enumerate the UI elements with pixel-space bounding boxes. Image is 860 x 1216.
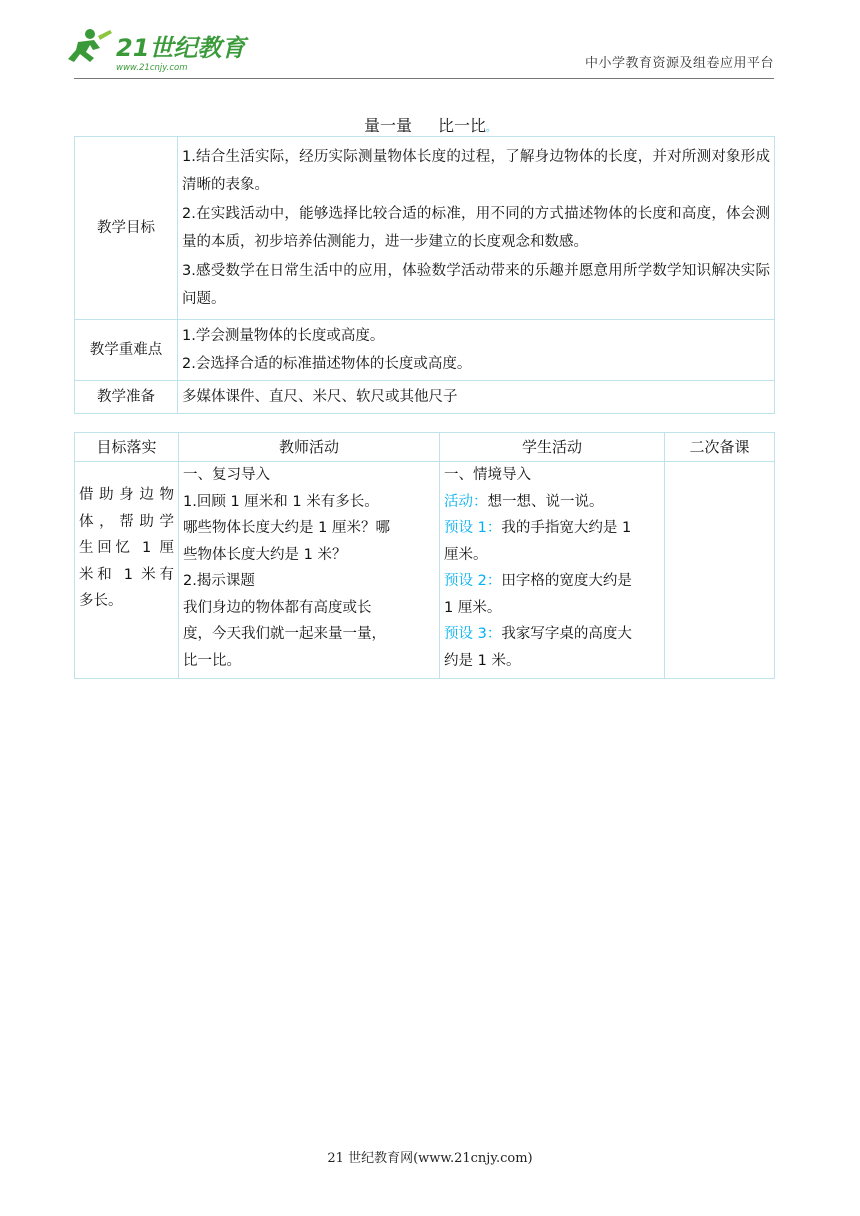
teacher-line: 哪些物体长度大约是 1 厘米？哪	[183, 520, 390, 536]
activity-row	[75, 462, 775, 679]
runner-icon	[68, 29, 112, 62]
goals-cell	[178, 137, 775, 320]
teacher-line: 度，今天我们就一起来量一量，	[183, 626, 386, 642]
goal-line: 生回忆 1 厘	[79, 540, 174, 556]
goals-label: 教学目标	[75, 137, 178, 320]
goal-cell	[75, 462, 179, 679]
goal-line: 米和 1 米有	[79, 566, 174, 583]
lesson-title	[0, 113, 860, 136]
preset-text: 我的手指宽大约是 1	[501, 520, 632, 536]
activity-header-row	[75, 433, 775, 462]
teacher-line: 比一比。	[183, 652, 241, 669]
student-activity-cell	[440, 462, 665, 679]
preset-label: 预设 1：	[444, 520, 502, 536]
title-part1: 量一量	[363, 116, 412, 135]
col-header-student: 学生活动	[440, 433, 665, 462]
activity-label: 活动：	[444, 493, 488, 510]
teacher-line: 2.揭示课题	[183, 573, 255, 589]
key-points-cell	[178, 320, 775, 381]
title-part2: 比一比	[438, 116, 487, 135]
header-divider	[74, 78, 774, 79]
goal-item: 3.感受数学在日常生活中的应用，体验数学活动带来的乐趣并愿意用所学数学知识解决实际问题。	[182, 262, 770, 307]
activity-text: 想一想、说一说。	[487, 493, 604, 510]
key-point-item: 2.会选择合适的标准描述物体的长度或高度。	[182, 356, 472, 372]
site-logo	[60, 26, 246, 74]
col-header-goal: 目标落实	[75, 433, 179, 462]
svg-text:21世纪教育: 21世纪教育	[116, 34, 246, 62]
key-points-row	[75, 320, 775, 381]
goal-line: 多长。	[79, 593, 123, 609]
notes-cell	[665, 462, 775, 679]
goal-item: 1.结合生活实际，经历实际测量物体长度的过程，了解身边物体的长度，并对所测对象形成清晰的表象。	[182, 148, 770, 193]
preset-line: 1 厘米。	[444, 599, 502, 616]
goal-line: 体，帮助学	[79, 513, 174, 530]
page-footer: 21 世纪教育网(www.21cnjy.com)	[327, 1151, 533, 1166]
title-mark: 。	[486, 123, 497, 134]
preparation-row	[75, 381, 775, 414]
preset-line	[444, 621, 660, 648]
activity-table	[74, 432, 775, 679]
preset-line: 约是 1 米。	[444, 652, 521, 669]
preset-line: 厘米。	[444, 546, 488, 563]
teacher-line: 些物体长度大约是 1 米？	[183, 546, 347, 563]
goal-item: 2.在实践活动中，能够选择比较合适的标准，用不同的方式描述物体的长度和高度，体会测量的本质，初步培养估测能力，进一步建立的长度观念和数感。	[182, 205, 770, 250]
teacher-activity-cell	[179, 462, 440, 679]
platform-name: 中小学教育资源及组卷应用平台	[584, 56, 774, 71]
student-section-title: 一、情境导入	[444, 467, 531, 483]
preset-label: 预设 3：	[444, 626, 502, 642]
teacher-line: 一、复习导入	[183, 467, 270, 483]
col-header-teacher: 教师活动	[179, 433, 440, 462]
student-activity-line	[444, 489, 660, 516]
svg-text:www.21cnjy.com: www.21cnjy.com	[116, 63, 188, 73]
key-points-label: 教学重难点	[75, 320, 178, 381]
preparation-cell: 多媒体课件、直尺、米尺、软尺或其他尺子	[178, 381, 775, 414]
preparation-label: 教学准备	[75, 381, 178, 414]
key-point-item: 1.学会测量物体的长度或高度。	[182, 327, 385, 344]
teacher-line: 我们身边的物体都有高度或长	[183, 599, 372, 616]
lesson-info-table	[74, 136, 775, 414]
teacher-line: 1.回顾 1 厘米和 1 米有多长。	[183, 493, 379, 510]
col-header-notes: 二次备课	[665, 433, 775, 462]
preset-text: 田字格的宽度大约是	[501, 573, 632, 589]
preset-line	[444, 515, 660, 542]
goal-line: 借助身边物	[79, 487, 174, 503]
preset-line	[444, 568, 660, 595]
preset-text: 我家写字桌的高度大	[501, 626, 632, 642]
goals-row	[75, 137, 775, 320]
preset-label: 预设 2：	[444, 573, 502, 589]
